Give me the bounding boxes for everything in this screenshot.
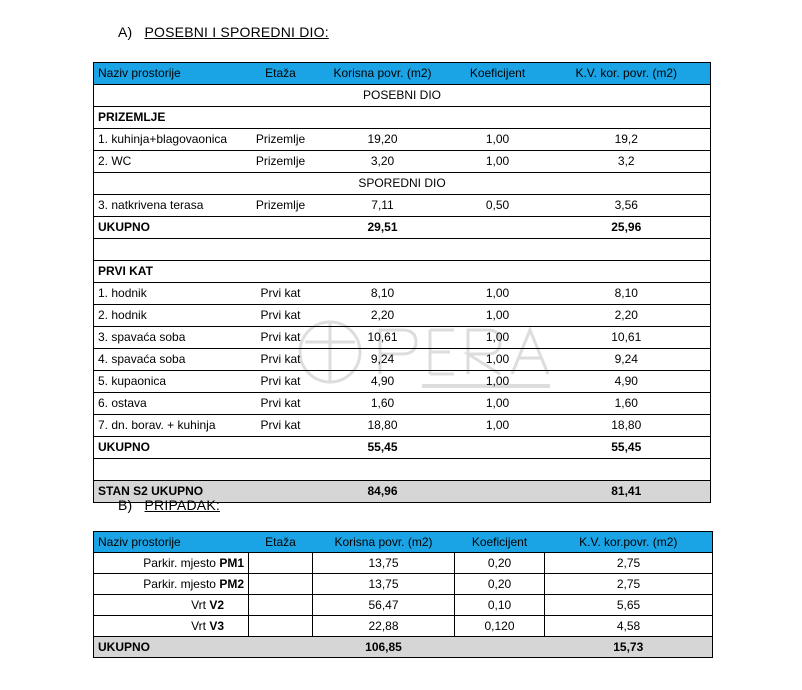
room-kv: 19,2 xyxy=(543,129,711,151)
room-coef: 1,00 xyxy=(453,327,543,349)
total-label: UKUPNO xyxy=(94,217,249,239)
room-coef: 1,00 xyxy=(453,371,543,393)
section-b-letter: B) xyxy=(118,497,133,513)
sporedni-dio-label: SPOREDNI DIO xyxy=(94,173,711,195)
table-a-header-row xyxy=(94,63,711,85)
table-row xyxy=(94,553,713,574)
room-name: 4. spavaća soba xyxy=(94,349,249,371)
stan-total-kv: 81,41 xyxy=(543,481,711,503)
room-kv: 1,60 xyxy=(543,393,711,415)
room-name: 3. spavaća soba xyxy=(94,327,249,349)
room-coef: 1,00 xyxy=(453,349,543,371)
table-b-header-row xyxy=(94,532,713,553)
room-floor: Prvi kat xyxy=(249,349,313,371)
col-header-area: Korisna povr. (m2) xyxy=(313,63,453,85)
room-coef: 1,00 xyxy=(453,129,543,151)
room-name: 7. dn. borav. + kuhinja xyxy=(94,415,249,437)
table-row xyxy=(94,327,711,349)
room-name: 3. natkrivena terasa xyxy=(94,195,249,217)
space-name: Vrt V3 xyxy=(94,616,249,637)
total-kv: 55,45 xyxy=(543,437,711,459)
section-a-letter: A) xyxy=(118,24,133,40)
col-header-area: Korisna povr. (m2) xyxy=(313,532,455,553)
table-row xyxy=(94,393,711,415)
space-coef: 0,120 xyxy=(455,616,545,637)
space-area: 22,88 xyxy=(313,616,455,637)
sporedni-dio-row xyxy=(94,173,711,195)
room-name: 6. ostava xyxy=(94,393,249,415)
room-floor: Prizemlje xyxy=(249,195,313,217)
room-floor: Prvi kat xyxy=(249,393,313,415)
room-coef: 0,50 xyxy=(453,195,543,217)
section-b-heading xyxy=(118,497,220,513)
room-area: 10,61 xyxy=(313,327,453,349)
room-area: 8,10 xyxy=(313,283,453,305)
table-row xyxy=(94,415,711,437)
total-kv: 15,73 xyxy=(545,637,713,658)
col-header-floor: Etaža xyxy=(249,532,313,553)
col-header-kv: K.V. kor. povr. (m2) xyxy=(543,63,711,85)
room-coef: 1,00 xyxy=(453,415,543,437)
room-area: 2,20 xyxy=(313,305,453,327)
total-label: UKUPNO xyxy=(94,437,249,459)
spacer-row xyxy=(94,459,711,481)
room-name: 2. WC xyxy=(94,151,249,173)
room-kv: 10,61 xyxy=(543,327,711,349)
table-row xyxy=(94,595,713,616)
section-b-title: PRIPADAK: xyxy=(144,497,220,513)
room-coef: 1,00 xyxy=(453,305,543,327)
room-area: 18,80 xyxy=(313,415,453,437)
table-row xyxy=(94,371,711,393)
pripadak-table xyxy=(93,531,713,658)
space-coef: 0,20 xyxy=(455,553,545,574)
spacer-row xyxy=(94,239,711,261)
table-row xyxy=(94,283,711,305)
ukupno-prizemlje-row xyxy=(94,217,711,239)
room-name: 5. kupaonica xyxy=(94,371,249,393)
total-area: 29,51 xyxy=(313,217,453,239)
prvi-kat-row xyxy=(94,261,711,283)
table-row xyxy=(94,349,711,371)
space-area: 13,75 xyxy=(313,574,455,595)
room-coef: 1,00 xyxy=(453,393,543,415)
table-row xyxy=(94,305,711,327)
table-row xyxy=(94,129,711,151)
room-kv: 8,10 xyxy=(543,283,711,305)
table-row xyxy=(94,195,711,217)
room-area: 1,60 xyxy=(313,393,453,415)
room-floor: Prvi kat xyxy=(249,283,313,305)
col-header-floor: Etaža xyxy=(249,63,313,85)
posebni-dio-label: POSEBNI DIO xyxy=(94,85,711,107)
posebni-dio-row xyxy=(94,85,711,107)
total-area: 106,85 xyxy=(313,637,455,658)
space-coef: 0,20 xyxy=(455,574,545,595)
room-kv: 2,20 xyxy=(543,305,711,327)
col-header-coef: Koeficijent xyxy=(453,63,543,85)
room-kv: 9,24 xyxy=(543,349,711,371)
total-area: 55,45 xyxy=(313,437,453,459)
space-area: 13,75 xyxy=(313,553,455,574)
room-name: 1. hodnik xyxy=(94,283,249,305)
room-kv: 18,80 xyxy=(543,415,711,437)
total-label: UKUPNO xyxy=(94,637,249,658)
prvi-kat-label: PRVI KAT xyxy=(94,261,711,283)
space-kv: 5,65 xyxy=(545,595,713,616)
table-row xyxy=(94,616,713,637)
prizemlje-row xyxy=(94,107,711,129)
space-name: Vrt V2 xyxy=(94,595,249,616)
ukupno-prvi-kat-row xyxy=(94,437,711,459)
room-floor: Prvi kat xyxy=(249,415,313,437)
posebni-sporedni-table xyxy=(93,62,711,503)
room-area: 7,11 xyxy=(313,195,453,217)
room-floor: Prvi kat xyxy=(249,305,313,327)
room-floor: Prvi kat xyxy=(249,327,313,349)
room-area: 19,20 xyxy=(313,129,453,151)
table-row xyxy=(94,151,711,173)
room-area: 4,90 xyxy=(313,371,453,393)
table-row xyxy=(94,574,713,595)
room-floor: Prvi kat xyxy=(249,371,313,393)
room-name: 1. kuhinja+blagovaonica xyxy=(94,129,249,151)
space-coef: 0,10 xyxy=(455,595,545,616)
space-area: 56,47 xyxy=(313,595,455,616)
room-area: 9,24 xyxy=(313,349,453,371)
room-name: 2. hodnik xyxy=(94,305,249,327)
space-kv: 2,75 xyxy=(545,574,713,595)
room-coef: 1,00 xyxy=(453,283,543,305)
space-name: Parkir. mjesto PM2 xyxy=(94,574,249,595)
room-coef: 1,00 xyxy=(453,151,543,173)
section-a-heading xyxy=(118,24,329,40)
space-kv: 4,58 xyxy=(545,616,713,637)
total-kv: 25,96 xyxy=(543,217,711,239)
space-name: Parkir. mjesto PM1 xyxy=(94,553,249,574)
prizemlje-label: PRIZEMLJE xyxy=(94,107,711,129)
room-floor: Prizemlje xyxy=(249,129,313,151)
stan-total-label: STAN S2 UKUPNO xyxy=(94,481,249,503)
room-floor: Prizemlje xyxy=(249,151,313,173)
room-kv: 4,90 xyxy=(543,371,711,393)
room-area: 3,20 xyxy=(313,151,453,173)
col-header-kv: K.V. kor.povr. (m2) xyxy=(545,532,713,553)
stan-total-area: 84,96 xyxy=(313,481,453,503)
pripadak-total-row xyxy=(94,637,713,658)
room-kv: 3,2 xyxy=(543,151,711,173)
col-header-name: Naziv prostorije xyxy=(94,63,249,85)
space-kv: 2,75 xyxy=(545,553,713,574)
section-a-title: POSEBNI I SPOREDNI DIO: xyxy=(144,24,329,40)
col-header-coef: Koeficijent xyxy=(455,532,545,553)
room-kv: 3,56 xyxy=(543,195,711,217)
col-header-name: Naziv prostorije xyxy=(94,532,249,553)
